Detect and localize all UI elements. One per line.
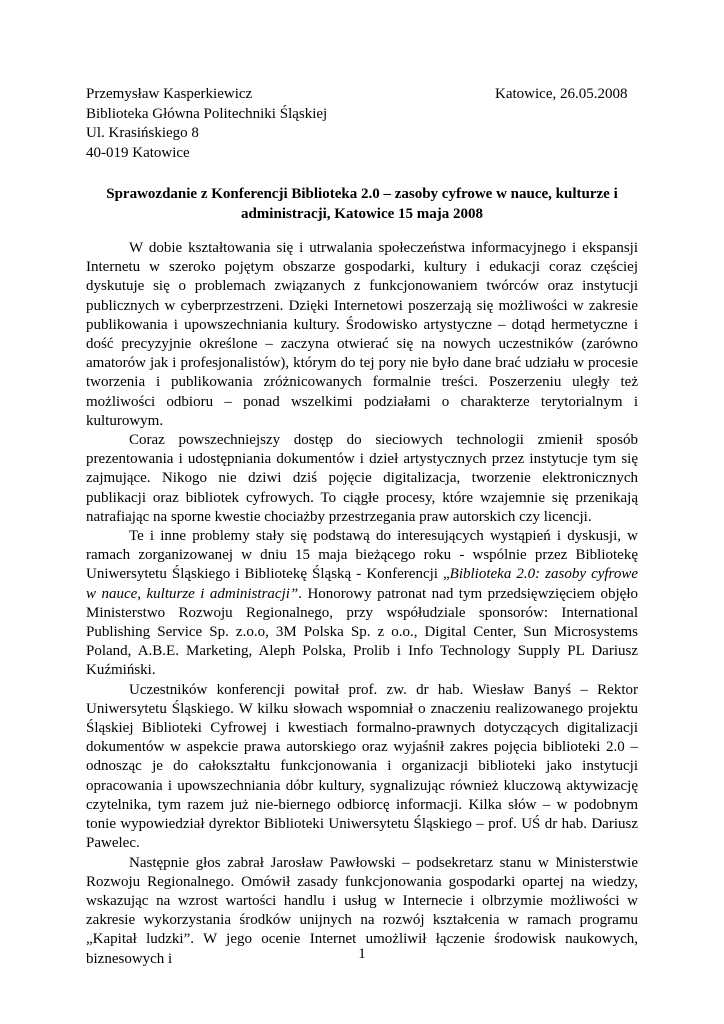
sender-institution: Biblioteka Główna Politechniki Śląskiej	[86, 105, 328, 122]
paragraph-5: Następnie głos zabrał Jarosław Pawłowski – podsekretarz stanu w Ministerstwie Rozwoju Regionalnego. Omówił zasady funkcjonowania gospodarki opartej na wiedzy, wskazując na wzrost wartości handlu i usług w Internecie i olbrzymie możliwości w zakresie wykorzystania środków unijnych na rozwój kształcenia w ramach programu „Kapitał ludzki”. W jego ocenie Internet umożliwił łączenie środowisk naukowych, biznesowych i	[86, 854, 638, 967]
paragraph-1: W dobie kształtowania się i utrwalania społeczeństwa informacyjnego i ekspansji Internetu w szeroko pojętym obszarze gospodarki, kultury i edukacji coraz częściej dyskutuje się o problemach związanych z funkcjonowaniem twórców oraz instytucji publicznych w cyberprzestrzeni. Dzięki Internetowi poszerzają się możliwości w zakresie publikowania i upowszechniania kultury. Środowisko artystyczne – dotąd hermetyczne i dość precyzyjnie określone – zaczyna otwierać się na nowych uczestników (zarówno amatorów jak i profesjonalistów), którym do tej pory nie było dane brać udziału w procesie tworzenia i publikowania zróżnicowanych formalnie treści. Poszerzeniu uległy też możliwości odbioru – ponad wszelkimi podziałami o charakterze terytorialnym i kulturowym.	[86, 240, 638, 429]
paragraph-3	[86, 527, 638, 681]
page-number: 1	[358, 946, 366, 962]
sender-city: 40-019 Katowice	[86, 144, 190, 161]
sender-address-block	[86, 85, 327, 163]
paragraph-3-text-before: Te i inne problemy stały się podstawą do interesujących wystąpień i dyskusji, w ramach zorganizowanej w dniu 15 maja bieżącego roku - wspólnie przez Bibliotekę Uniwersytetu Śląskiego i Bibliotekę Śląską - Konferencji „	[86, 528, 638, 583]
report-title: Sprawozdanie z Konferencji Biblioteka 2.0 – zasoby cyfrowe w nauce, kulturze i administracji, Katowice 15 maja 2008	[106, 186, 618, 222]
letter-date: Katowice, 26.05.2008	[495, 86, 628, 102]
report-body	[86, 239, 638, 969]
sender-name: Przemysław Kasperkiewicz	[86, 86, 253, 102]
paragraph-3-text-after: . Honorowy patronat nad tym przedsięwzięciem objęło Ministerstwo Rozwoju Regionalnego, przy współudziale sponsorów: International Publishing Service Sp. z.o.o, 3M Polska Sp. z o.o., Digital Center, Sun Microsystems Poland, A.B.E. Marketing, Aleph Polska, Prolib i Info Technology Supply PL Dariusz Kuźmiński.	[86, 585, 638, 679]
conference-title-italic: Biblioteka 2.0: zasoby cyfrowe w nauce, kulturze i administracji”	[86, 566, 639, 602]
paragraph-2: Coraz powszechniejszy dostęp do sieciowych technologii zmienił sposób prezentowania i udostępniania dokumentów i dzieł artystycznych przez instytucje tym się zajmujące. Nikogo nie dziwi dziś pojęcie digitalizacja, tworzenie elektronicznych publikacji oraz bibliotek cyfrowych. To ciągłe procesy, które wzajemnie się przenikają natrafiając na sporne kwestie chociażby przestrzegania praw autorskich czy licencji.	[86, 432, 638, 525]
paragraph-4: Uczestników konferencji powitał prof. zw. dr hab. Wiesław Banyś – Rektor Uniwersytetu Śląskiego. W kilku słowach wspomniał o znaczeniu realizowanego projektu Śląskiej Biblioteki Cyfrowej i kwestiach formalno-prawnych dotyczących digitalizacji dokumentów w aspekcie prawa autorskiego oraz wyjaśnił zakres pojęcia biblioteki 2.0 – odnosząc je do całokształtu funkcjonowania i organizacji biblioteki jako instytucji opracowania i upowszechniania dóbr kultury, sygnalizując również kluczową aktywizację czytelnika, tym razem już nie-biernego odbiorcę informacji. Kilka słów – w podobnym tonie wypowiedział dyrektor Biblioteki Uniwersytetu Śląskiego – prof. UŚ dr hab. Dariusz Pawelec.	[86, 681, 638, 852]
sender-street: Ul. Krasińskiego 8	[86, 125, 199, 141]
